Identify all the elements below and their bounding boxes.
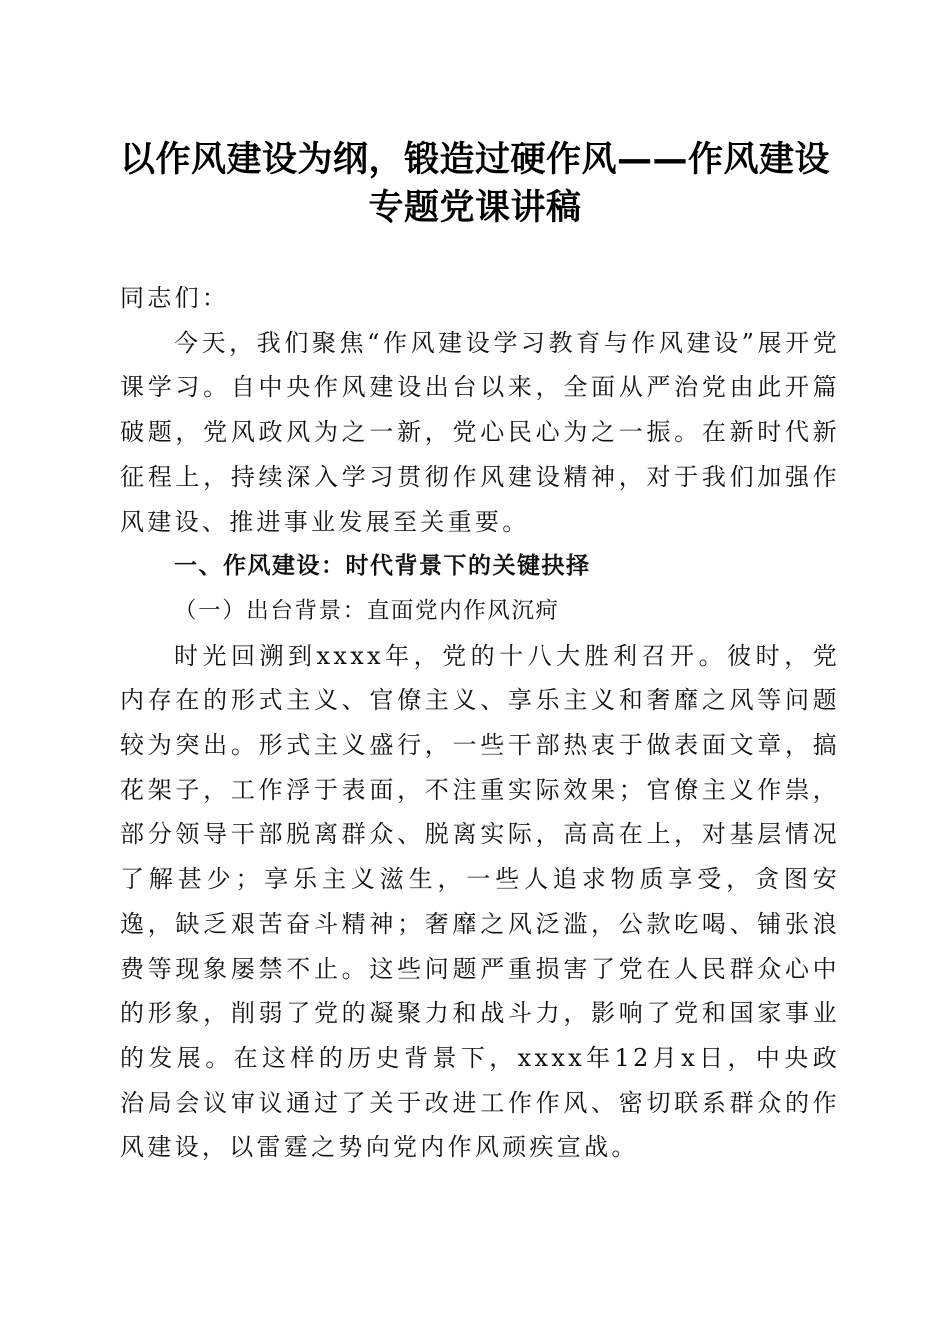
document-title [80,136,870,232]
section-1-heading: 一、作风建设：时代背景下的关键抉择 [174,553,591,580]
subsection-1-heading: （一）出台背景：直面党内作风沉疴 [174,597,560,624]
greeting: 同志们： [120,284,230,312]
subsection-1-paragraph: 时光回溯到xxxx年，党的十八大胜利召开。彼时，党内存在的形式主义、官僚主义、享乐主义和奢靡之风等问题较为突出。形式主义盛行，一些干部热衷于做表面文章，搞花架子，工作浮于表面，不注重实际效果；官僚主义作祟，部分领导干部脱离群众、脱离实际，高高在上，对基层情况了解甚少；享乐主义滋生，一些人追求物质享受，贪图安逸，缺乏艰苦奋斗精神；奢靡之风泛滥，公款吃喝、铺张浪费等现象屡禁不止。这些问题严重损害了党在人民群众心中的形象，削弱了党的凝聚力和战斗力，影响了党和国家事业的发展。在这样的历史背景下，xxxx年12月x日，中央政治局会议审议通过了关于改进工作作风、密切联系群众的作风建设，以雷霆之势向党内作风顽疾宣战。 [120,641,840,1162]
title-line-2: 专题党课讲稿 [368,188,582,228]
title-line-1: 以作风建设为纲，锻造过硬作风——作风建设 [119,140,830,180]
document-body [120,276,840,1170]
intro-paragraph: 今天，我们聚焦“作风建设学习教育与作风建设”展开党课学习。自中央作风建设出台以来，全面从严治党由此开篇破题，党风政风为之一新，党心民心为之一振。在新时代新征程上，持续深入学习贯彻作风建设精神，对于我们加强作风建设、推进事业发展至关重要。 [120,328,840,536]
